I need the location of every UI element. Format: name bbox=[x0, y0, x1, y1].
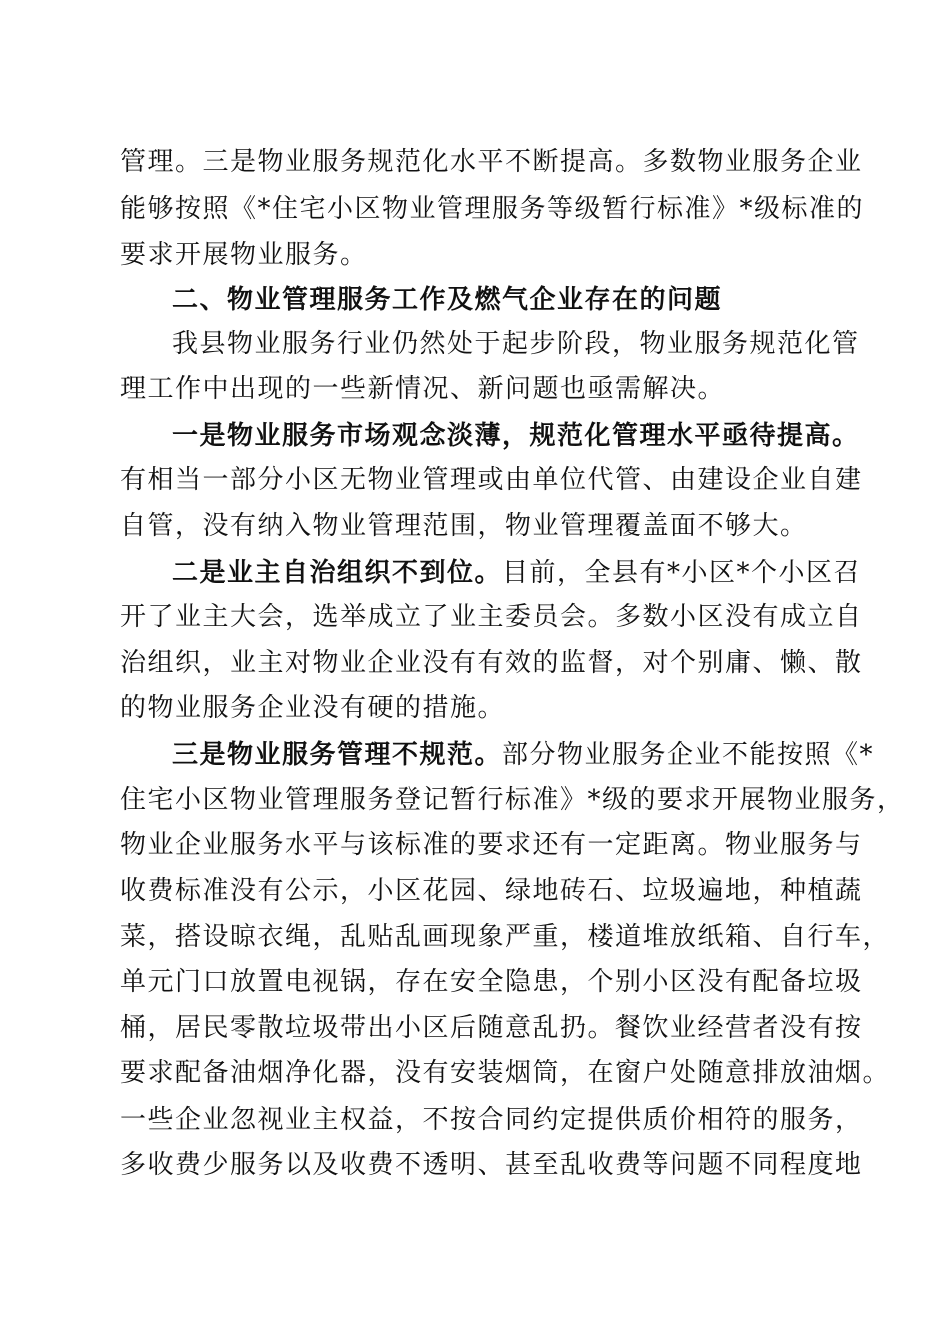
text-line: 治组织，业主对物业企业没有有效的监督，对个别庸、懒、散 bbox=[120, 648, 863, 678]
text-line: 要求配备油烟净化器，没有安装烟筒，在窗户处随意排放油烟。 bbox=[120, 1058, 891, 1088]
text-line: 桶，居民零散垃圾带出小区后随意乱扔。餐饮业经营者没有按 bbox=[120, 1013, 863, 1043]
text-line: 的物业服务企业没有硬的措施。 bbox=[120, 693, 506, 723]
section-heading: 二、物业管理服务工作及燃气企业存在的问题 bbox=[172, 285, 723, 315]
text-line: 收费标准没有公示，小区花园、绿地砖石、垃圾遍地，种植蔬 bbox=[120, 876, 863, 906]
text-line: 我县物业服务行业仍然处于起步阶段，物业服务规范化管 bbox=[172, 329, 860, 359]
text-line: 管理。三是物业服务规范化水平不断提高。多数物业服务企业 bbox=[120, 147, 863, 177]
text-line: 多收费少服务以及收费不透明、甚至乱收费等问题不同程度地 bbox=[120, 1150, 863, 1180]
paragraph-first-line bbox=[172, 735, 875, 775]
paragraph-first-line bbox=[172, 553, 862, 593]
text-line: 住宅小区物业管理服务登记暂行标准》*级的要求开展物业服务， bbox=[120, 785, 905, 815]
text-span: 部分物业服务企业不能按照《* bbox=[502, 740, 875, 770]
text-line: 理工作中出现的一些新情况、新问题也亟需解决。 bbox=[120, 374, 726, 404]
text-line: 单元门口放置电视锅，存在安全隐患，个别小区没有配备垃圾 bbox=[120, 967, 863, 997]
text-line: 有相当一部分小区无物业管理或由单位代管、由建设企业自建 bbox=[120, 465, 863, 495]
text-line: 开了业主大会，选举成立了业主委员会。多数小区没有成立自 bbox=[120, 602, 863, 632]
text-span: 目前，全县有*小区*个小区召 bbox=[502, 558, 862, 588]
text-line: 菜，搭设晾衣绳，乱贴乱画现象严重，楼道堆放纸箱、自行车， bbox=[120, 922, 891, 952]
text-line: 自管，没有纳入物业管理范围，物业管理覆盖面不够大。 bbox=[120, 511, 808, 541]
paragraph-lead: 三是物业服务管理不规范。 bbox=[172, 740, 503, 770]
text-line: 物业企业服务水平与该标准的要求还有一定距离。物业服务与 bbox=[120, 830, 863, 860]
text-line: 能够按照《*住宅小区物业管理服务等级暂行标准》*级标准的 bbox=[120, 194, 865, 224]
paragraph-lead: 二是业主自治组织不到位。 bbox=[172, 558, 503, 588]
paragraph-lead: 一是物业服务市场观念淡薄，规范化管理水平亟待提高。 bbox=[172, 421, 860, 451]
text-line: 要求开展物业服务。 bbox=[120, 240, 368, 270]
text-line: 一些企业忽视业主权益，不按合同约定提供质价相符的服务， bbox=[120, 1105, 863, 1135]
